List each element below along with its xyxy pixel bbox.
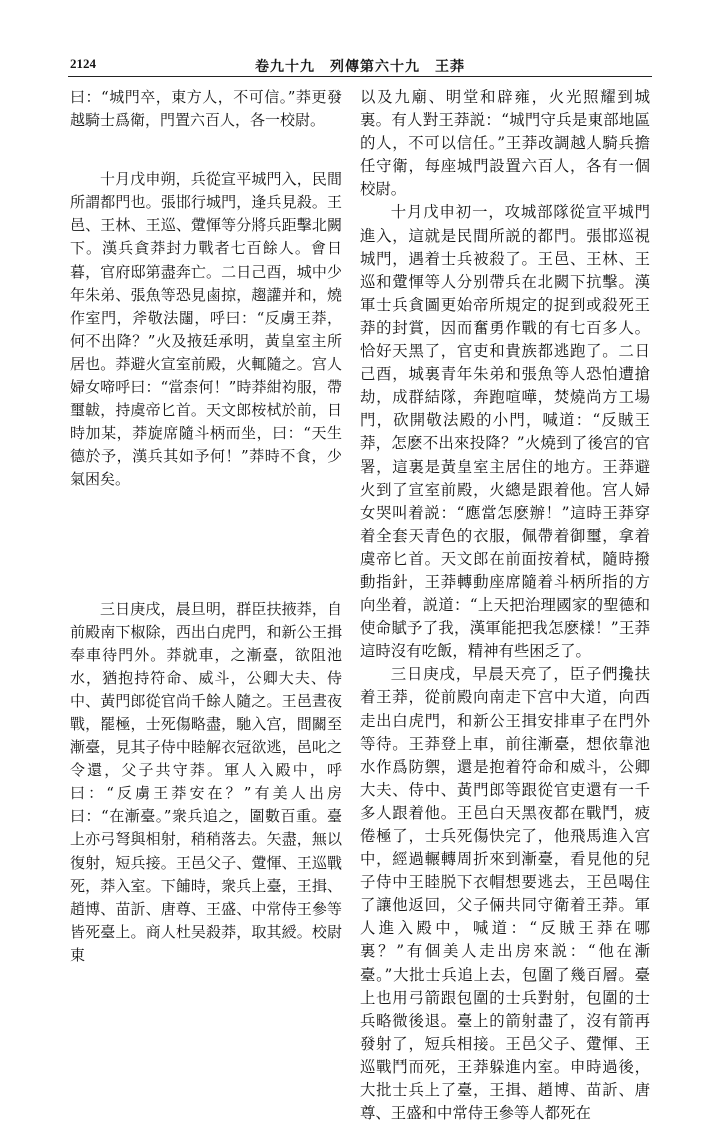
running-header	[68, 56, 652, 77]
right-paragraph-1: 以及九廟、明堂和辟雍，火光照耀到城裏。有人對王莽説：“城門守兵是東部地區的人，不可以信任。”王莽改調越人騎兵擔任守衛，每座城門設置六百人，各有一個校尉。	[360, 88, 650, 199]
page-number: 2124	[70, 56, 96, 71]
right-column-translation	[360, 86, 650, 1125]
left-paragraph-3: 三日庚戌，晨旦明，群臣扶掖莽，自前殿南下椒除，西出白虎門，和新公王揖奉車待門外。莽就車，之漸臺，欲阻池水，猶抱持符命、威斗，公卿大夫、侍中、黃門郎從官尚千餘人隨之。王邑晝夜戰，罷極，士死傷略盡，馳入宫，間關至漸臺，見其子侍中睦解衣冠欲逃，邑叱之令還，父子共守莽。軍人入殿中，呼曰：“反虜王莽安在？”有美人出房曰：“在漸臺。”衆兵追之，圍數百重。臺上亦弓弩與相射，稍稍落去。矢盡，無以復射，短兵接。王邑父子、䠠惲、王巡戰死，莽入室。下餔時，衆兵上臺，王揖、趙博、苗訢、唐尊、王盛、中常侍王參等皆死臺上。商人杜吴殺莽，取其綬。校尉東	[70, 599, 342, 964]
left-column-classical-text	[70, 86, 342, 967]
running-head-title: 卷九十九 列傳第六十九 王莽	[255, 59, 465, 75]
left-paragraph-1: 曰：“城門卒，東方人，不可信。”莽更發越騎士爲衛，門置六百人，各一校尉。	[70, 88, 342, 130]
right-paragraph-3: 三日庚戌，早晨天亮了，臣子們攙扶着王莽，從前殿向南走下宫中大道，向西走出白虎門，和新公王揖安排車子在門外等待。王莽登上車，前往漸臺，想依靠池水作爲防禦，還是抱着符命和威斗，公卿大夫、侍中、黃門郎等跟從官吏還有一千多人跟着他。王邑白天黑夜都在戰鬥，疲倦極了，士兵死傷快完了，他飛馬進入宫中，經過輾轉周折來到漸臺，看見他的兒子侍中王睦脱下衣帽想要逃去，王邑喝住了讓他返回，父子倆共同守衛着王莽。軍人進入殿中，喊道：“反賊王莽在哪裏？”有個美人走出房來説：“他在漸臺。”大批士兵追上去，包圍了幾百層。臺上也用弓箭跟包圍的士兵對射，包圍的士兵略微後退。臺上的箭射盡了，沒有箭再發射了，短兵相接。王邑父子、䠠惲、王巡戰鬥而死，王莽躲進内室。申時過後，大批士兵上了臺，王揖、趙博、苗訢、唐尊、王盛和中常侍王參等人都死在	[360, 665, 650, 1123]
left-paragraph-2: 十月戊申朔，兵從宣平城門入，民間所謂都門也。張邯行城門，逢兵見殺。王邑、王林、王巡、䠠惲等分將兵距擊北闕下。漢兵貪莽封力戰者七百餘人。會日暮，官府邸第盡奔亡。二日己酉，城中少年朱弟、張魚等恐見鹵掠，趨讙并和，燒作室門，斧敬法闥，呼曰：“反虜王莽，何不出降？”火及掖廷承明，黃皇室主所居也。莽避火宣室前殿，火輒隨之。宫人婦女啼呼曰：“當柰何！”時莽紺袀服，帶璽韍，持虞帝匕首。天文郎桉栻於前，日時加某，莽旋席隨斗柄而坐，曰：“天生德於予，漢兵其如予何！”莽時不食，少氣困矣。	[70, 170, 342, 489]
paragraph-spacer	[70, 132, 342, 168]
paragraph-spacer	[70, 492, 342, 598]
right-paragraph-2: 十月戊申初一，攻城部隊從宣平城門進入，這就是民間所説的都門。張邯巡視城門，遇着士兵被殺了。王邑、王林、王巡和䠠惲等人分别帶兵在北闕下抗擊。漢軍士兵貪圖更始帝所規定的捉到或殺死王莽的封賞，因而奮勇作戰的有七百多人。恰好天黑了，官吏和貴族都逃跑了。二日己酉，城裏青年朱弟和張魚等人恐怕遭搶劫，成群結隊，奔跑喧嘩，焚燒尚方工場門，砍開敬法殿的小門，喊道：“反賊王莽，怎麽不出來投降？”火燒到了後宫的官署，這裏是黃皇室主居住的地方。王莽避火到了宣室前殿，火總是跟着他。宫人婦女哭叫着説：“應當怎麽辦！”這時王莽穿着全套天青色的衣服，佩帶着御璽，拿着虞帝匕首。天文郎在前面按着栻，隨時撥動指針，王莽轉動座席隨着斗柄所指的方向坐着，説道：“上天把治理國家的聖德和使命賦予了我，漢軍能把我怎麽樣！”王莽這時沒有吃飯，精神有些困乏了。	[360, 203, 650, 661]
